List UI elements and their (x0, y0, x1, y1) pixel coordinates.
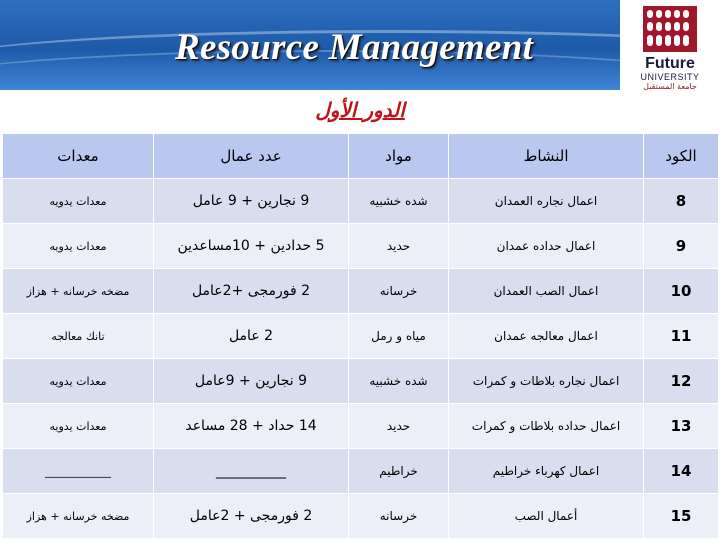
logo-name: Future (645, 55, 695, 72)
section-subtitle: الدور الأول (315, 98, 405, 122)
slide-title: Resource Management (175, 27, 534, 68)
cell-activity: اعمال الصب العمدان (449, 269, 644, 314)
resource-table (2, 133, 719, 539)
cell-workers: 9 نجارين + 9 عامل (154, 179, 349, 224)
logo-university: UNIVERSITY (640, 72, 700, 82)
column-header-workers: عدد عمال (154, 134, 349, 179)
cell-materials: خراطيم (349, 449, 449, 494)
cell-workers: 2 عامل (154, 314, 349, 359)
cell-code: 13 (644, 404, 719, 449)
table-row (3, 404, 719, 449)
cell-workers: __________ (154, 449, 349, 494)
cell-activity: اعمال حداده بلاطات و كمرات (449, 404, 644, 449)
cell-workers: 5 حدادين + 10مساعدين (154, 224, 349, 269)
cell-code: 15 (644, 494, 719, 539)
column-header-materials: مواد (349, 134, 449, 179)
colosseum-logo-icon (641, 4, 699, 54)
column-header-code: الكود (644, 134, 719, 179)
cell-equipment: معدات يدويه (3, 179, 154, 224)
cell-workers: 2 فورمجى + 2عامل (154, 494, 349, 539)
title-banner (0, 0, 720, 90)
column-header-equipment: معدات (3, 134, 154, 179)
cell-activity: اعمال نجاره بلاطات و كمرات (449, 359, 644, 404)
university-logo (620, 0, 720, 100)
table-row (3, 314, 719, 359)
cell-equipment: مضخه خرسانه + هزاز (3, 494, 154, 539)
table-row (3, 269, 719, 314)
cell-code: 14 (644, 449, 719, 494)
cell-code: 9 (644, 224, 719, 269)
cell-materials: مياه و رمل (349, 314, 449, 359)
cell-code: 8 (644, 179, 719, 224)
cell-equipment: معدات يدويه (3, 404, 154, 449)
cell-materials: خرسانه (349, 269, 449, 314)
table-row (3, 179, 719, 224)
table-row (3, 449, 719, 494)
cell-workers: 9 نجارين + 9عامل (154, 359, 349, 404)
cell-equipment: معدات يدويه (3, 224, 154, 269)
cell-materials: خرسانه (349, 494, 449, 539)
table-row (3, 359, 719, 404)
cell-code: 10 (644, 269, 719, 314)
cell-workers: 14 حداد + 28 مساعد (154, 404, 349, 449)
cell-activity: أعمال الصب (449, 494, 644, 539)
cell-equipment: تانك معالجه (3, 314, 154, 359)
table-row (3, 494, 719, 539)
cell-materials: حديد (349, 404, 449, 449)
cell-workers: 2 فورمجى +2عامل (154, 269, 349, 314)
column-header-activity: النشاط (449, 134, 644, 179)
cell-code: 12 (644, 359, 719, 404)
cell-equipment: مضخه خرسانه + هزاز (3, 269, 154, 314)
logo-arabic: جامعة المستقبل (643, 82, 697, 91)
cell-activity: اعمال كهرباء خراطيم (449, 449, 644, 494)
cell-activity: اعمال معالجه عمدان (449, 314, 644, 359)
cell-equipment: ____________ (3, 449, 154, 494)
cell-activity: اعمال نجاره العمدان (449, 179, 644, 224)
table-row (3, 224, 719, 269)
cell-equipment: معدات يدويه (3, 359, 154, 404)
cell-materials: شده خشبيه (349, 179, 449, 224)
cell-materials: شده خشبيه (349, 359, 449, 404)
cell-activity: اعمال حداده عمدان (449, 224, 644, 269)
cell-code: 11 (644, 314, 719, 359)
cell-materials: حديد (349, 224, 449, 269)
table-header-row (3, 134, 719, 179)
